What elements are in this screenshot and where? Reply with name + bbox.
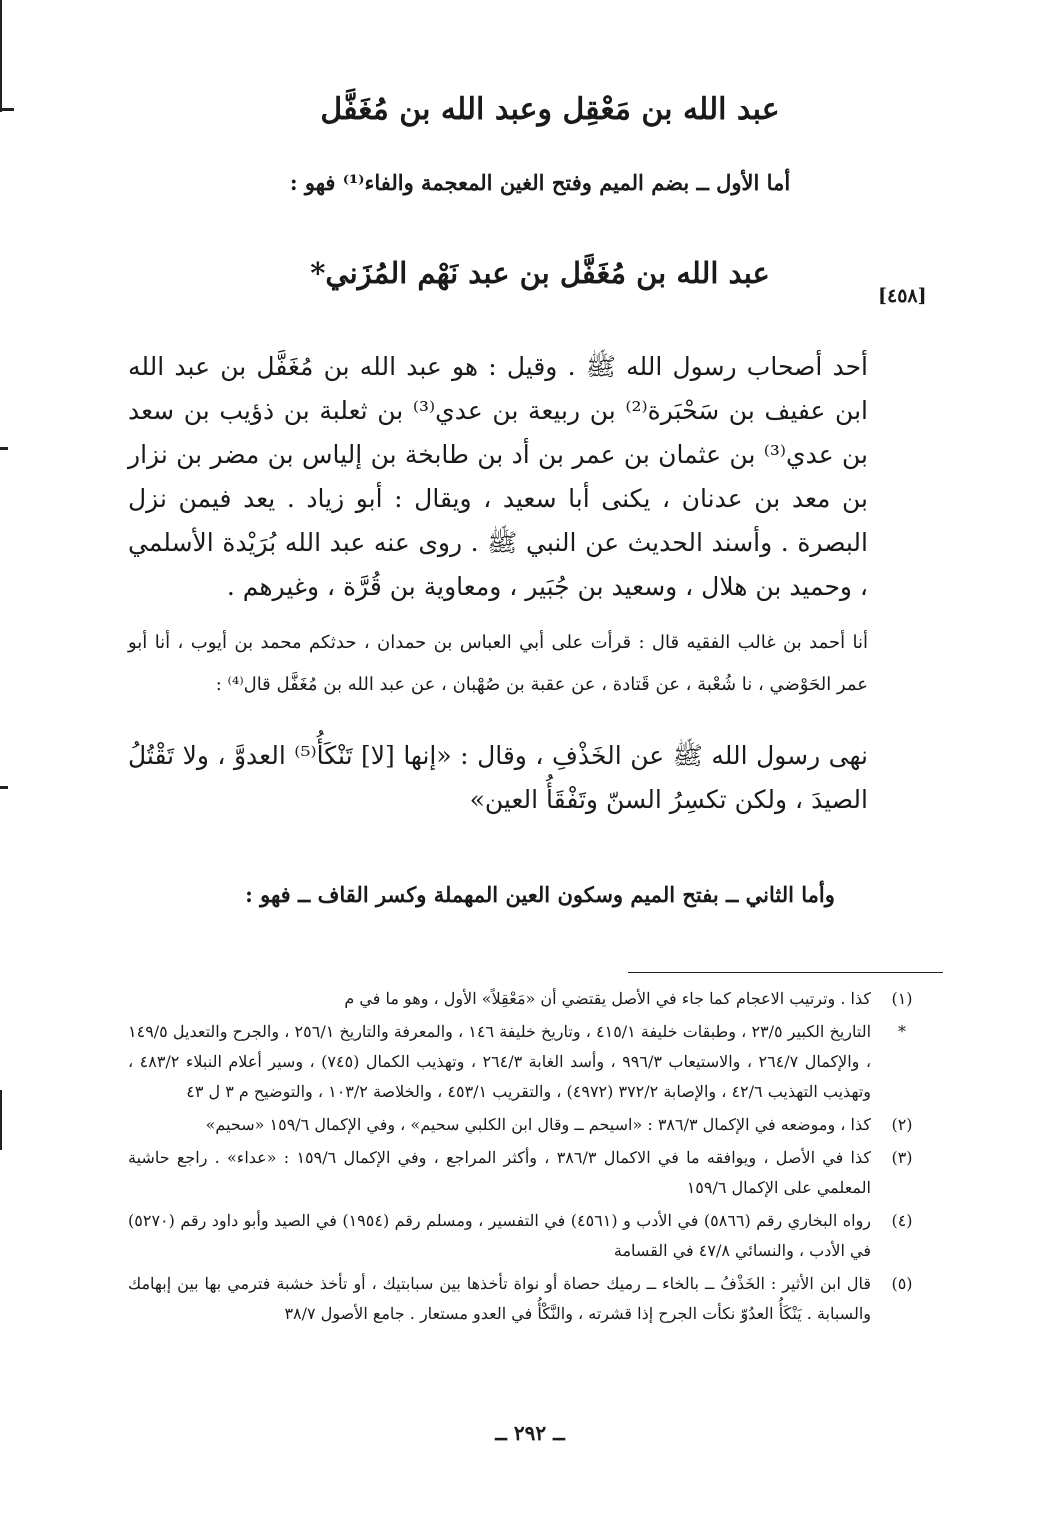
footnote-item [128,1143,933,1203]
footnote-marker: (٥) [891,1274,913,1293]
section-heading-second: وأما الثاني ــ بفتح الميم وسكون العين المهملة وكسر القاف ــ فهو : [245,882,835,907]
scan-edge-tick [0,447,8,450]
footnote-item [128,984,933,1014]
scan-edge-tick [0,108,14,111]
entry-number: [٤٥٨] [878,285,927,307]
footnote-marker: (١) [891,989,913,1008]
footnote-separator [628,972,943,973]
footnote-text: التاريخ الكبير ٢٣/٥ ، وطبقات خليفة ٤١٥/١ ، وتاريخ خليفة ١٤٦ ، والمعرفة والتاريخ ٢٥٦/١ ، والجرح والتعديل ١٤٩/٥ ، والإكمال ٢٦٤/٧ ، والاستيعاب ٩٩٦/٣ ، وأسد الغابة ٢٦٤/٣ ، وتهذيب الكمال (٧٤٥) ، وسير أعلام النبلاء ٤٨٣/٢ ، وتهذيب التهذيب ٤٢/٦ ، والإصابة ٣٧٢/٢ (٤٩٧٢) ، والتقريب ٤٥٣/١ ، والخلاصة ١٠٣/٢ ، والتوضيح م ٣ ل ٤٣ [128,1022,872,1101]
entry-title: عبد الله بن مُغَفَّل بن عبد نَهْم المُزَني* [310,256,770,290]
footnotes [128,984,933,1332]
section-heading-first: أما الأول ــ بضم الميم وفتح الغين المعجمة والفاء⁽¹⁾ فهو : [289,170,791,195]
footnote-text: قال ابن الأثير : الخَذْفُ ــ بالخاء ــ رميك حصاة أو نواة تأخذها بين سبابتيك ، أو تأخذ خشبة فترمي بها بين إبهامك والسبابة . يَنْكَأُ العدُوّ نكأت الجرح إذا قشرته ، والنَّكْأُ في العدو مستعار . جامع الأصول ٣٨/٧ [128,1274,872,1323]
footnote-text: كذا . وترتيب الاعجام كما جاء في الأصل يقتضي أن «مَعْقِلاً» الأول ، وهو ما في م [344,989,871,1008]
footnote-text: رواه البخاري رقم (٥٨٦٦) في الأدب و (٤٥٦١) في التفسير ، ومسلم رقم (١٩٥٤) في الصيد وأبو داود رقم (٥٢٧٠) في الأدب ، والنسائي ٤٧/٨ في القسامة [128,1211,872,1260]
footnote-marker: * [898,1022,906,1041]
footnote-marker: (٤) [891,1211,913,1230]
biography-paragraph: أحد أصحاب رسول الله ﷺ . وقيل : هو عبد الله بن مُغَفَّل بن عبد الله ابن عفيف بن سَحْبَرة⁽²⁾ بن ربيعة بن عدي⁽³⁾ بن ثعلبة بن ذؤيب بن سعد بن عدي⁽³⁾ بن عثمان بن عمر بن أد بن طابخة بن إلياس بن مضر بن نزار بن معد بن عدنان ، يكنى أبا سعيد ، ويقال : أبو زياد . يعد فيمن نزل البصرة . وأسند الحديث عن النبي ﷺ . روى عنه عبد الله بُرَيْدة الأسلمي ، وحميد بن هلال ، وسعيد بن جُبَير ، ومعاوية بن قُرَّة ، وغيرهم . [128,352,869,601]
scan-edge-tick [0,786,8,789]
hadith-paragraph: نهى رسول الله ﷺ عن الخَذْفِ ، وقال : «إنها [لا] تَنْكَأُ⁽⁵⁾ العدوَّ ، ولا تَقْتُلُ الصيدَ ، ولكن تكسِرُ السنّ وتَفْقَأُ العين» [128,741,868,814]
scan-edge-line [0,0,2,112]
footnote-text: كذا ، وموضعه في الإكمال ٣٨٦/٣ : «اسيحم ــ وقال ابن الكلبي سحيم» ، وفي الإكمال ١٥٩/٦ «سحيم» [205,1115,871,1134]
page-number: ــ ٢٩٢ ــ [495,1421,565,1445]
footnote-marker: (٣) [891,1148,913,1167]
footnote-item [128,1206,933,1266]
footnote-marker: (٢) [891,1115,913,1134]
scan-edge-line [0,1090,2,1150]
footnote-item [128,1110,933,1140]
main-title: عبد الله بن مَعْقِل وعبد الله بن مُغَفَّل [320,92,780,127]
isnad-paragraph: أنا أحمد بن غالب الفقيه قال : قرأت على أبي العباس بن حمدان ، حدثكم محمد بن أيوب ، أنا أبو عمر الحَوْضي ، نا شُعْبة ، عن قَتادة ، عن عقبة بن صُهْبان ، عن عبد الله بن مُغَفَّل قال⁽⁴⁾ : [128,632,868,695]
footnote-item [128,1017,933,1107]
footnote-text: كذا في الأصل ، ويوافقه ما في الاكمال ٣٨٦/٣ ، وأكثر المراجع ، وفي الإكمال ١٥٩/٦ : «عداء» . راجع حاشية المعلمي على الإكمال ١٥٩/٦ [128,1148,872,1197]
footnote-item [128,1269,933,1329]
